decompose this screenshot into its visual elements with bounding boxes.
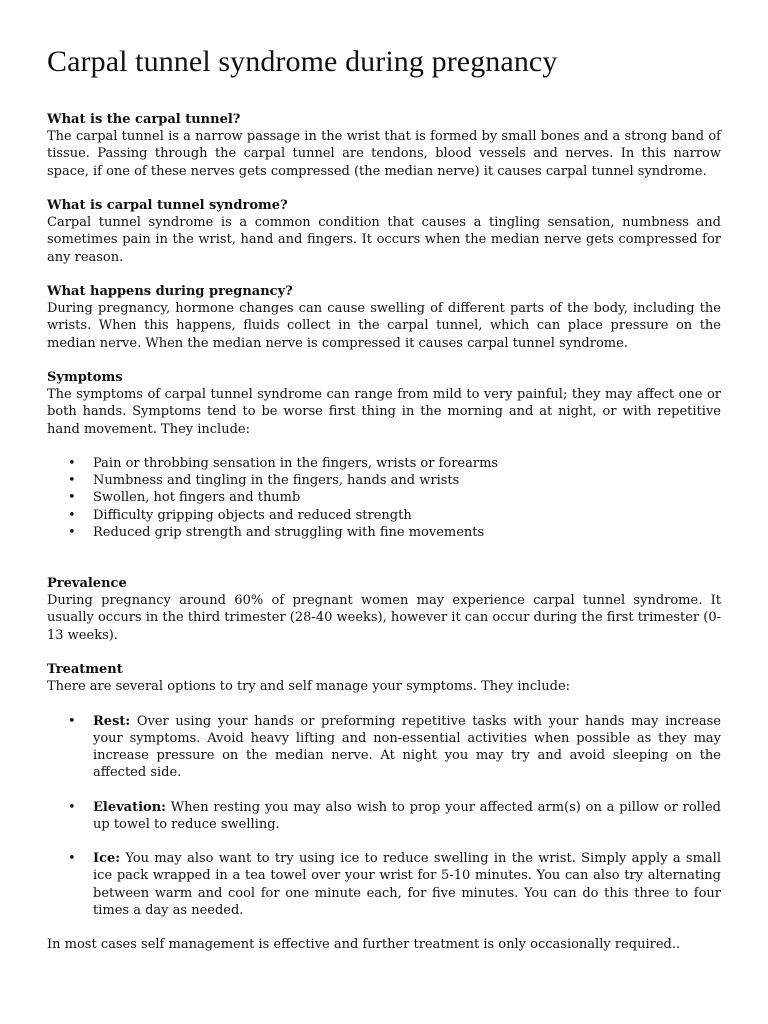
section-heading: What is the carpal tunnel?	[47, 112, 241, 127]
list-item: • Numbness and tingling in the fingers, hands and wrists	[93, 472, 721, 489]
section-heading: What is carpal tunnel syndrome?	[47, 198, 288, 213]
list-item-term: Ice:	[93, 851, 121, 867]
section-heading: What happens during pregnancy?	[47, 284, 293, 299]
treatment-list	[47, 713, 721, 919]
spacer	[47, 438, 721, 455]
list-item: • Pain or throbbing sensation in the fingers, wrists or forearms	[93, 455, 721, 472]
spacer	[47, 695, 721, 712]
document-body	[47, 111, 721, 953]
spacer	[47, 919, 721, 936]
section-paragraph: Carpal tunnel syndrome is a common condition that causes a tingling sensation, numbness and sometimes pain in the wrist, hand and fingers. It occurs when the median nerve gets compressed for any reason.	[47, 215, 721, 265]
spacer	[47, 180, 721, 197]
closing-paragraph: In most cases self management is effective and further treatment is only occasionally required..	[47, 937, 681, 953]
list-item-term: Elevation:	[93, 799, 166, 815]
section-carpal-tunnel	[47, 111, 721, 180]
list-item-term: Rest:	[93, 713, 131, 729]
section-heading: Symptoms	[47, 370, 123, 385]
list-item-text: When resting you may also wish to prop your affected arm(s) on a pillow or rolled up towel to reduce swelling.	[93, 799, 721, 832]
section-paragraph: During pregnancy around 60% of pregnant women may experience carpal tunnel syndrome. It usually occurs in the third trimester (28-40 weeks), however it can occur during the first trimester (0-13 weeks).	[47, 593, 721, 643]
section-heading: Prevalence	[47, 576, 127, 592]
section-paragraph: The carpal tunnel is a narrow passage in the wrist that is formed by small bones and a strong band of tissue. Passing through the carpal tunnel are tendons, blood vessels and nerves. In this narrow space, if one of these nerves gets compressed (the median nerve) it causes carpal tunnel syndrome.	[47, 129, 721, 179]
list-item: • Difficulty gripping objects and reduced strength	[93, 507, 721, 524]
section-paragraph: There are several options to try and self manage your symptoms. They include:	[47, 679, 571, 695]
section-pregnancy	[47, 283, 721, 352]
list-item-ice	[93, 850, 721, 919]
spacer	[47, 541, 721, 575]
section-heading: Treatment	[47, 662, 123, 678]
section-symptoms	[47, 369, 721, 541]
symptoms-list	[47, 455, 721, 541]
section-prevalence	[47, 575, 721, 644]
document-title: Carpal tunnel syndrome during pregnancy	[47, 45, 558, 78]
spacer	[47, 266, 721, 283]
section-treatment	[47, 661, 721, 919]
list-item: • Swollen, hot fingers and thumb	[93, 489, 721, 506]
list-item-elevation	[93, 799, 721, 833]
spacer	[47, 352, 721, 369]
section-carpal-tunnel-syndrome	[47, 197, 721, 266]
list-item-text: You may also want to try using ice to reduce swelling in the wrist. Simply apply a small ice pack wrapped in a tea towel over your wrist for 5-10 minutes. You can also try alternating between warm and cool for one minute each, for five minutes. You can do this three to four times a day as needed.	[93, 851, 721, 918]
section-paragraph: During pregnancy, hormone changes can cause swelling of different parts of the body, including the wrists. When this happens, fluids collect in the carpal tunnel, which can place pressure on the median nerve. When the median nerve is compressed it causes carpal tunnel syndrome.	[47, 301, 721, 351]
spacer	[47, 644, 721, 661]
list-item: • Reduced grip strength and struggling with fine movements	[93, 524, 721, 541]
list-item-text: Over using your hands or preforming repetitive tasks with your hands may increase your symptoms. Avoid heavy lifting and non-essential activities when possible as they may increase pressure on the median nerve. At night you may try and avoid sleeping on the affected side.	[93, 713, 721, 781]
list-item-rest	[93, 713, 721, 782]
section-paragraph: The symptoms of carpal tunnel syndrome can range from mild to very painful; they may affect one or both hands. Symptoms tend to be worse first thing in the morning and at night, or with repetitive hand movement. They include:	[47, 387, 721, 437]
